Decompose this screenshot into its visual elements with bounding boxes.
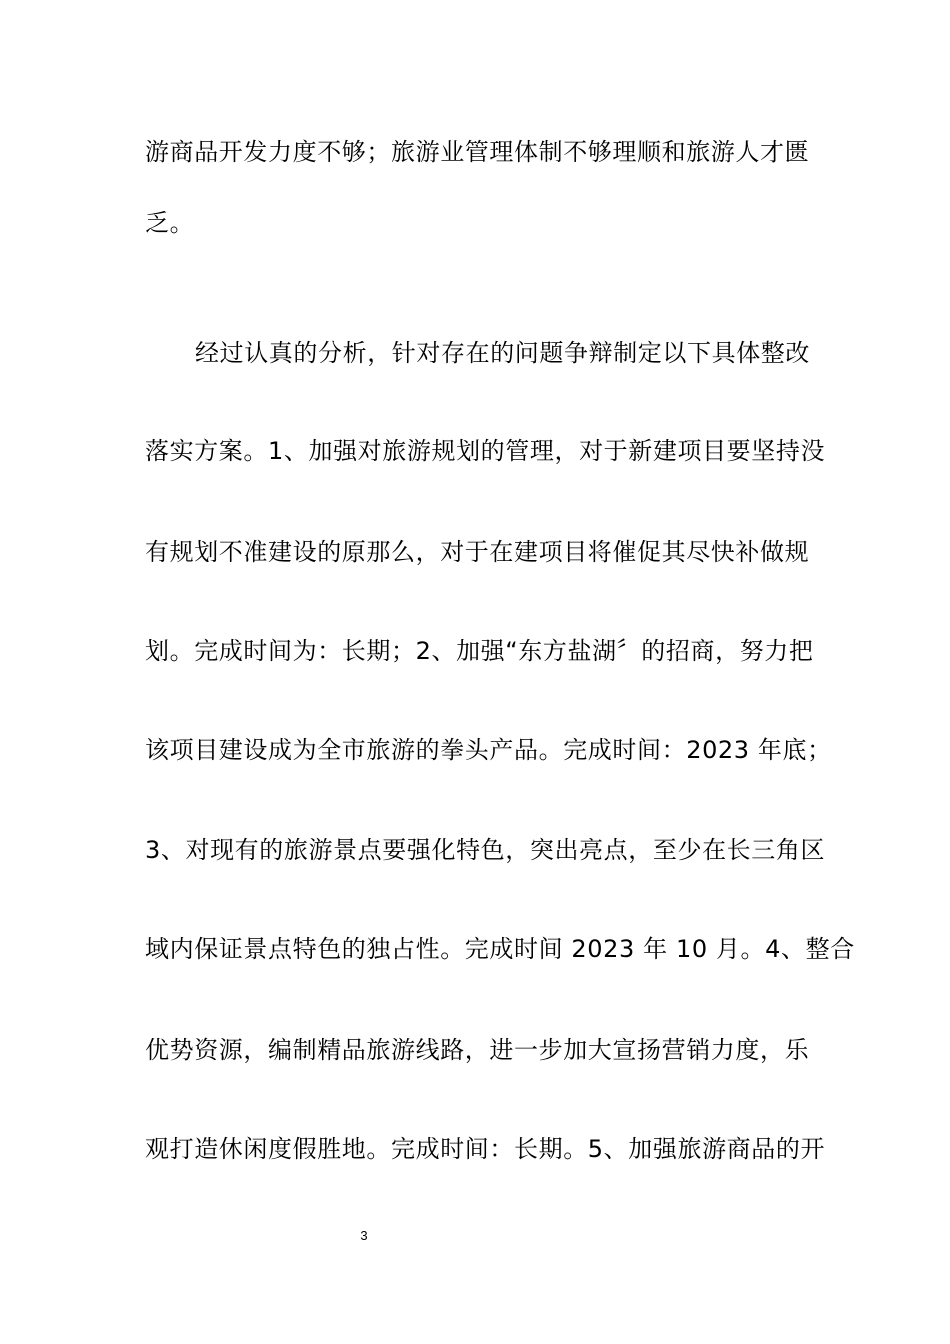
paragraph-line-10: 优势资源，编制精品旅游线路，进一步加大宣扬营销力度，乐: [145, 1036, 810, 1064]
paragraph-line-7: 该项目建设成为全市旅游的拳头产品。完成时间：2023 年底；: [145, 736, 832, 764]
paragraph-line-8: 3、对现有的旅游景点要强化特色，突出亮点，至少在长三角区: [145, 836, 826, 864]
paragraph-line-5: 有规划不准建设的原那么，对于在建项目将催促其尽快补做规: [145, 538, 810, 566]
paragraph-line-11: 观打造休闲度假胜地。完成时间：长期。5、加强旅游商品的开: [145, 1135, 826, 1163]
paragraph-line-2: 乏。: [145, 209, 195, 237]
paragraph-line-9: 域内保证景点特色的独占性。完成时间 2023 年 10 月。4、整合: [145, 935, 855, 963]
paragraph-line-6: 划。完成时间为：长期；2、加强“东方盐湖〞的招商，努力把: [145, 637, 814, 665]
page-number: 3: [360, 1228, 368, 1243]
paragraph-line-3: 经过认真的分析，针对存在的问题争辩制定以下具体整改: [195, 339, 810, 367]
paragraph-line-4: 落实方案。1、加强对旅游规划的管理，对于新建项目要坚持没: [145, 437, 826, 465]
paragraph-line-1: 游商品开发力度不够；旅游业管理体制不够理顺和旅游人才匮: [145, 138, 810, 166]
